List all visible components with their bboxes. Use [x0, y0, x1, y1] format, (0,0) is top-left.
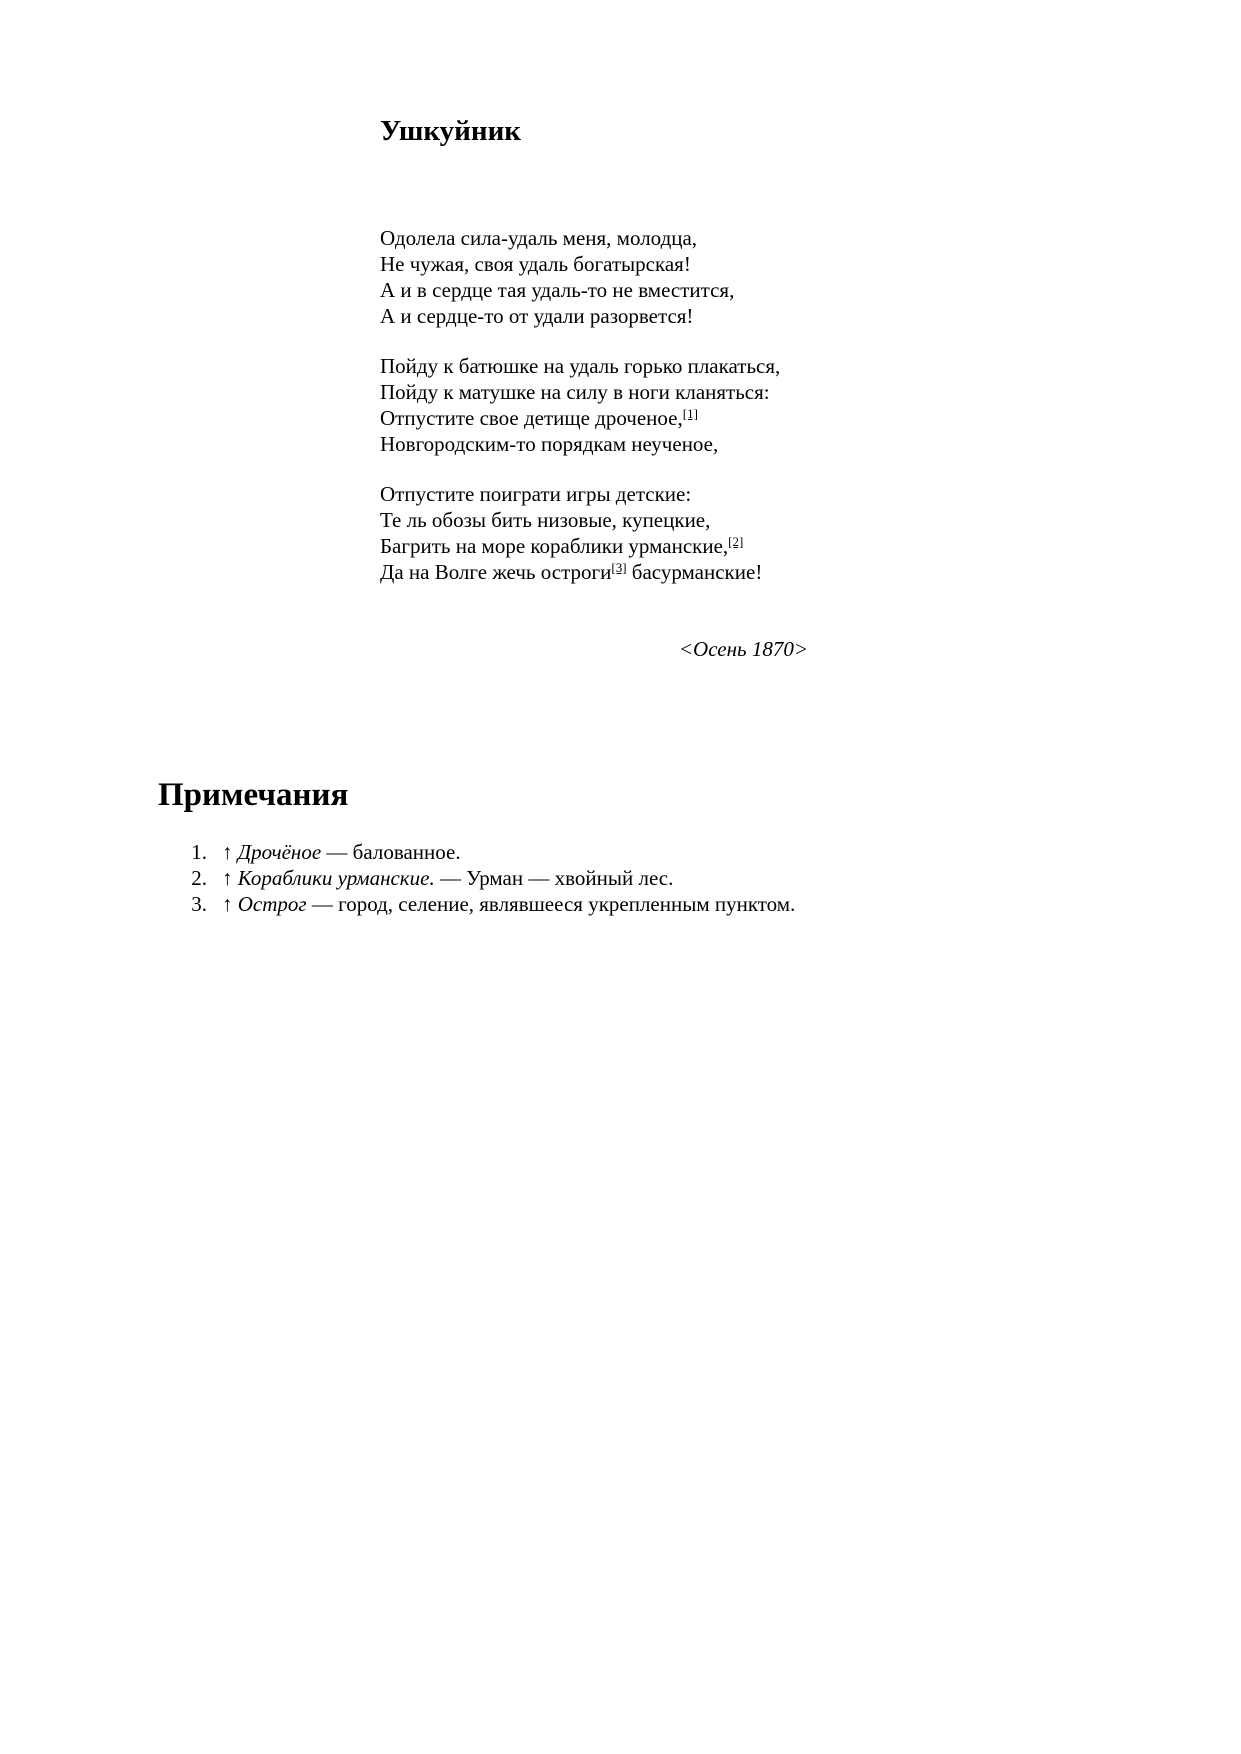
- note-item: [0, 865, 1241, 891]
- note-number: 1.: [191, 840, 207, 864]
- stanza-3: [380, 481, 780, 585]
- note-term: Кораблики урманские.: [237, 866, 435, 890]
- poem-line: Пойду к батюшке на удаль горько плакаться,: [380, 354, 781, 378]
- note-body: [222, 865, 673, 891]
- note-item: [0, 891, 1241, 917]
- footnote-ref-1[interactable]: [1]: [682, 406, 698, 421]
- footnote-ref-3[interactable]: [3]: [611, 560, 627, 575]
- poem-line: [380, 559, 780, 585]
- poem-line: [380, 533, 780, 559]
- notes-list: [0, 839, 1241, 917]
- poem-line: А и в сердце тая удаль-то не вместится,: [380, 278, 735, 302]
- stanza-1: [380, 225, 780, 329]
- backlink-arrow-icon[interactable]: ↑: [222, 866, 233, 890]
- poem-line-text-rest: басурманские!: [626, 560, 763, 584]
- note-body: [222, 891, 795, 917]
- note-number: 3.: [191, 892, 207, 916]
- note-term: Острог: [237, 892, 307, 916]
- poem-line-text: Да на Волге жечь остроги: [380, 560, 612, 584]
- stanza-2: [380, 353, 780, 457]
- poem-line-text: Отпустите свое детище дроченое,: [380, 406, 683, 430]
- backlink-arrow-icon[interactable]: ↑: [222, 840, 233, 864]
- poem-line: Пойду к матушке на силу в ноги кланяться:: [380, 380, 770, 404]
- backlink-arrow-icon[interactable]: ↑: [222, 892, 233, 916]
- note-text: — балованное.: [321, 840, 461, 864]
- note-body: [222, 839, 461, 865]
- poem-body: [380, 225, 780, 585]
- poem-line: Не чужая, своя удаль богатырская!: [380, 252, 691, 276]
- poem-date: <Осень 1870>: [678, 637, 808, 661]
- poem-line: [380, 405, 780, 431]
- poem-line-text: Багрить на море кораблики урманские,: [380, 534, 729, 558]
- poem-line: Одолела сила-удаль меня, молодца,: [380, 226, 698, 250]
- note-text: — Урман — хвойный лес.: [434, 866, 674, 890]
- notes-heading: Примечания: [158, 777, 349, 813]
- note-number: 2.: [191, 866, 207, 890]
- note-item: [0, 839, 1241, 865]
- poem-line: Отпустите поиграти игры детские:: [380, 482, 692, 506]
- poem-line: Те ль обозы бить низовые, купецкие,: [380, 508, 711, 532]
- note-term: Дрочёное: [237, 840, 322, 864]
- poem-line: Новгородским-то порядкам неученое,: [380, 432, 719, 456]
- poem-line: А и сердце-то от удали разорвется!: [380, 304, 694, 328]
- footnote-ref-2[interactable]: [2]: [728, 534, 744, 549]
- note-text: — город, селение, являвшееся укрепленным пунктом.: [306, 892, 796, 916]
- poem-title: Ушкуйник: [380, 115, 522, 147]
